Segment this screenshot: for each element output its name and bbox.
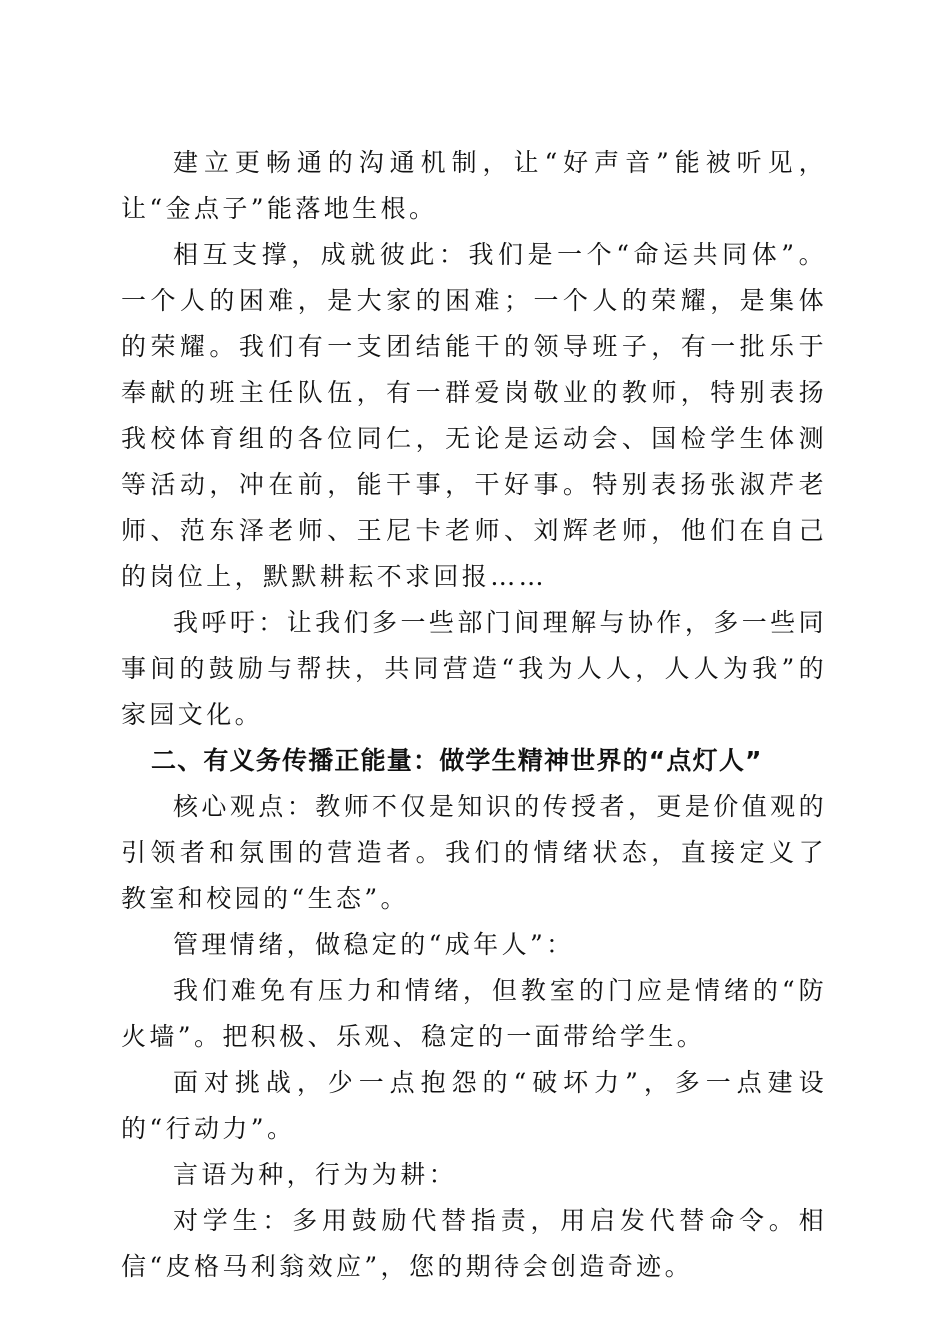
paragraph-communication-mechanism: 建立更畅通的沟通机制，让“好声音”能被听见，让“金点子”能落地生根。 [121, 148, 827, 223]
paragraph-mutual-support: 相互支撑，成就彼此：我们是一个“命运共同体”。一个人的困难，是大家的困难；一个人的荣耀，是集体的荣耀。我们有一支团结能干的领导班子，有一批乐于奉献的班主任队伍，有一群爱岗敬业的教师，特别表扬我校体育组的各位同仁，无论是运动会、国检学生体测等活动，冲在前，能干事，干好事。特别表扬张淑芹老师、范东泽老师、王尼卡老师、刘辉老师，他们在自己的岗位上，默默耕耘不求回报…… [121, 240, 827, 591]
paragraph-face-challenges: 面对挑战，少一点抱怨的“破坏力”，多一点建设的“行动力”。 [121, 1068, 827, 1143]
paragraph-firewall: 我们难免有压力和情绪，但教室的门应是情绪的“防火墙”。把积极、乐观、稳定的一面带给学生。 [121, 976, 827, 1051]
paragraph-appeal: 我呼吁：让我们多一些部门间理解与协作，多一些同事间的鼓励与帮扶，共同营造“我为人人，人人为我”的家园文化。 [121, 608, 827, 729]
paragraph-to-students: 对学生：多用鼓励代替指责，用启发代替命令。相信“皮格马利翁效应”，您的期待会创造奇迹。 [121, 1206, 827, 1281]
paragraph-manage-emotions: 管理情绪，做稳定的“成年人”： [173, 930, 575, 959]
paragraph-core-viewpoint: 核心观点：教师不仅是知识的传授者，更是价值观的引领者和氛围的营造者。我们的情绪状态，直接定义了教室和校园的“生态”。 [121, 792, 827, 913]
paragraph-words-and-deeds: 言语为种，行为为耕： [173, 1160, 458, 1189]
document-body [121, 140, 827, 1290]
section-heading: 二、有义务传播正能量：做学生精神世界的“点灯人” [151, 746, 763, 775]
